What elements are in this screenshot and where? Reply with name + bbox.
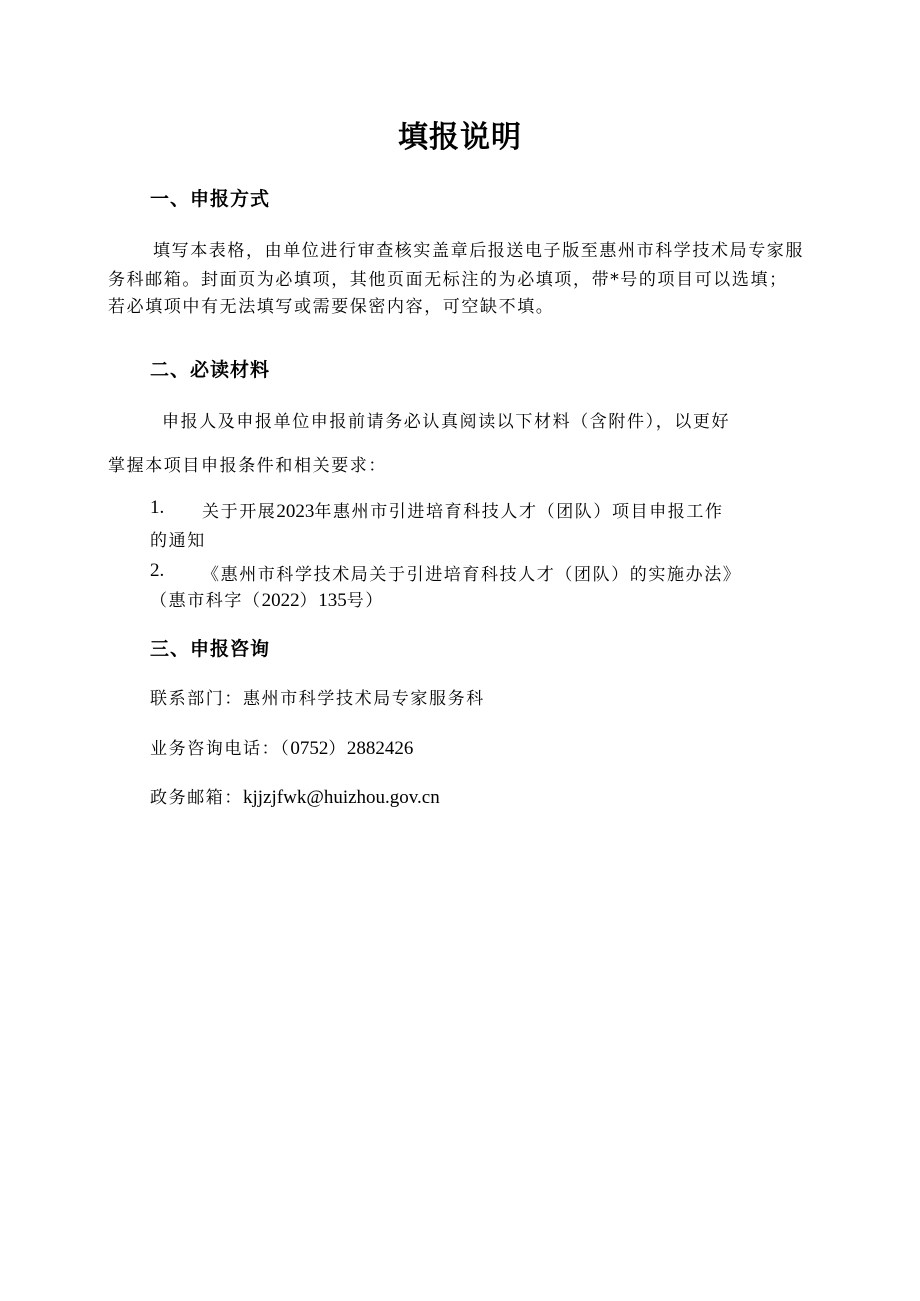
paragraph-line: 填写本表格，由单位进行审查核实盖章后报送电子版至惠州市科学技术局专家服 [153, 241, 804, 261]
list-item-text-cont: （惠市科字（2022）135号） [150, 590, 384, 611]
paragraph-line: 掌握本项目申报条件和相关要求： [108, 456, 387, 476]
contact-department-value: 惠州市科学技术局专家服务科 [243, 689, 485, 709]
section-heading-method: 一、申报方式 [150, 188, 271, 210]
section-heading-materials: 二、必读材料 [150, 359, 271, 381]
contact-phone: 业务咨询电话：（0752）2882426 [150, 738, 414, 759]
list-item-text: 《惠州市科学技术局关于引进培育科技人才（团队）的实施办法》 [202, 565, 742, 585]
page-title: 填报说明 [398, 120, 522, 155]
contact-phone-label: 业务咨询电话：（ [150, 739, 291, 759]
paragraph-line: 务科邮箱。封面页为必填项，其他页面无标注的为必填项，带*号的项目可以选填； [108, 270, 788, 290]
list-item-number: 2. [150, 560, 165, 581]
contact-department [150, 684, 485, 709]
list-item-number: 1. [150, 497, 165, 518]
contact-department-label: 联系部门： [150, 689, 243, 709]
contact-email-value[interactable]: kjjzjfwk@huizhou.gov.cn [243, 787, 440, 808]
list-item-text: 关于开展2023年惠州市引进培育科技人才（团队）项目申报工作 [202, 501, 724, 522]
section-heading-consult: 三、申报咨询 [150, 638, 271, 660]
paragraph-line: 若必填项中有无法填写或需要保密内容，可空缺不填。 [108, 297, 555, 317]
list-item-text-cont: 的通知 [150, 531, 206, 551]
contact-email-label: 政务邮箱： [150, 788, 243, 808]
contact-email [150, 783, 440, 809]
paragraph-line: 申报人及申报单位申报前请务必认真阅读以下材料（含附件），以更好 [162, 412, 731, 432]
contact-phone-number: 2882426 [346, 738, 414, 759]
